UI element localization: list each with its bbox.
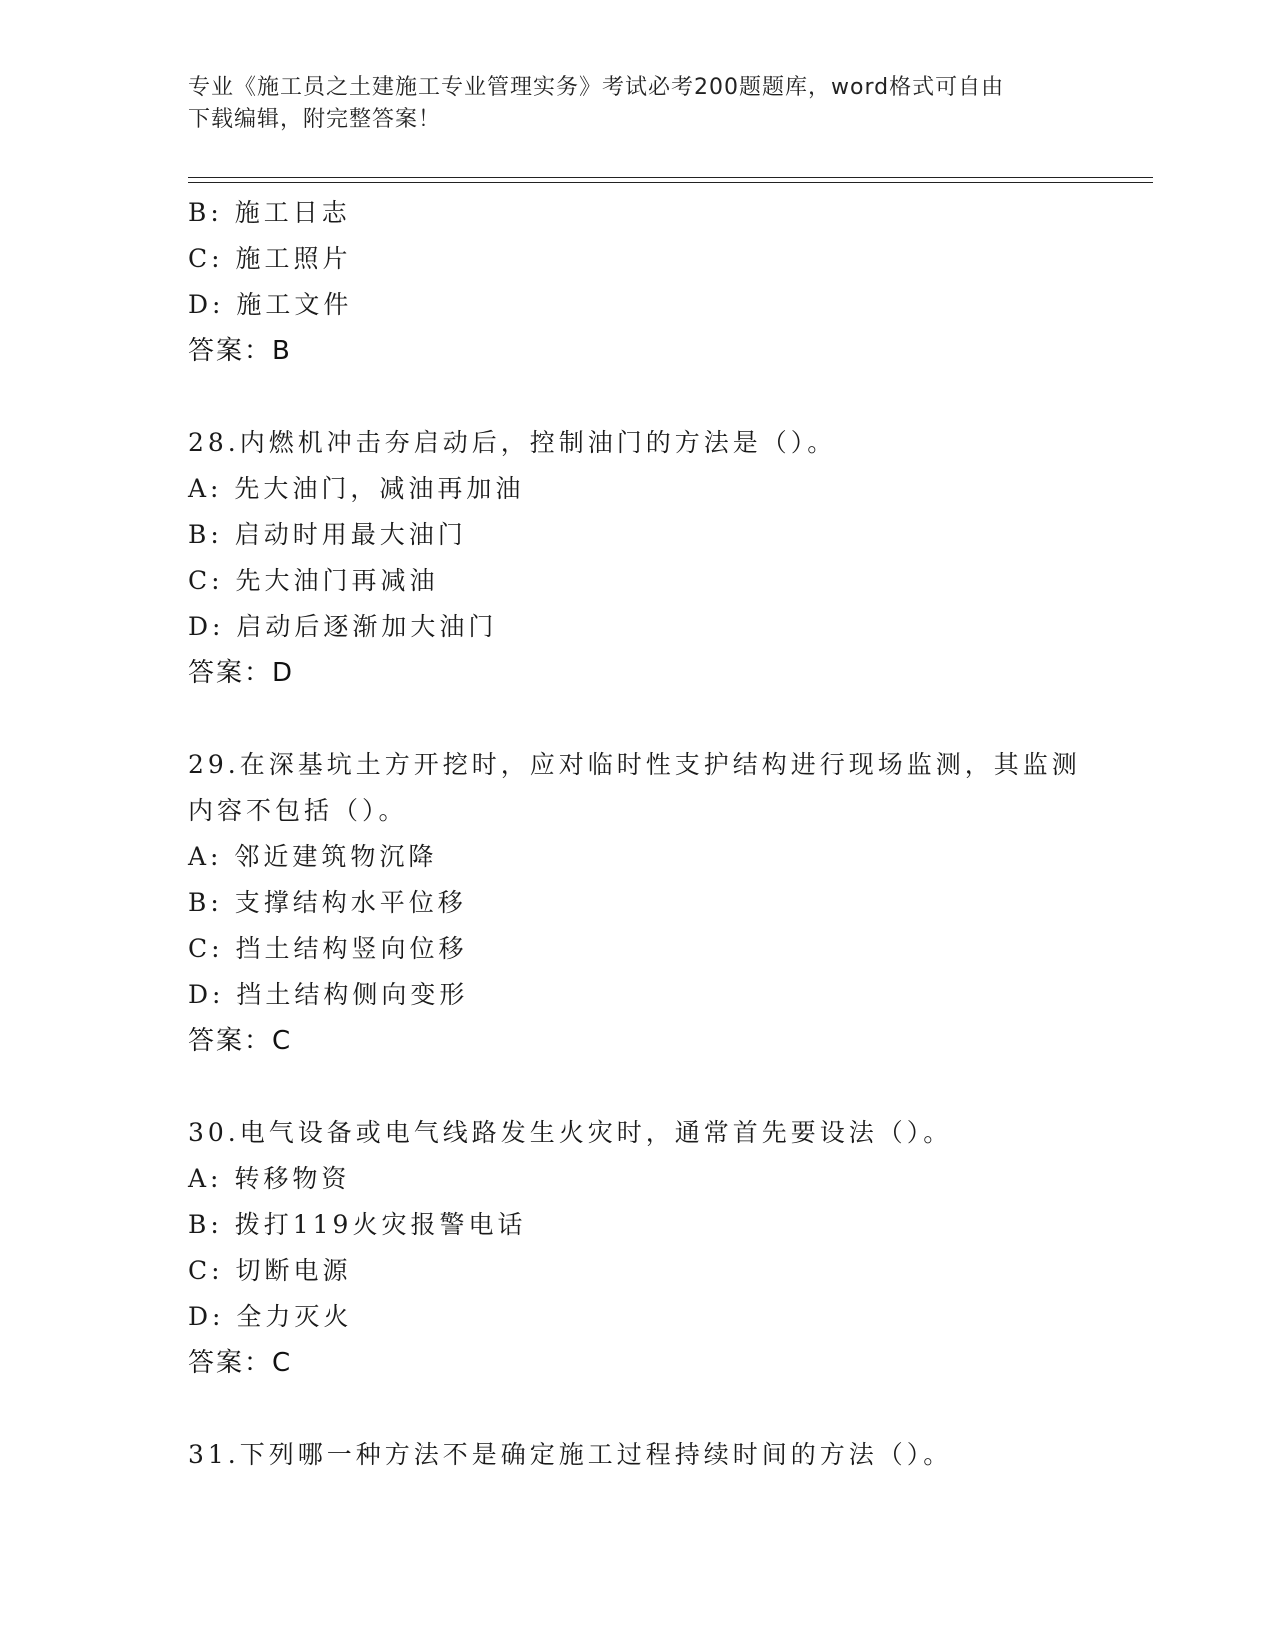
option-a: A: 邻近建筑物沉降: [188, 842, 438, 871]
option-c: C: 切断电源: [188, 1256, 352, 1285]
option-c: C: 先大油门再减油: [188, 566, 439, 595]
question-27-continued: [188, 190, 1088, 374]
question-title: 28.内燃机冲击夯启动后，控制油门的方法是（）。: [188, 428, 837, 457]
header-rule-bottom: [188, 182, 1153, 183]
question-30: [188, 1110, 1088, 1386]
question-31: [188, 1432, 1088, 1478]
option-d: D: 施工文件: [188, 290, 353, 319]
spacer: [188, 1064, 1088, 1110]
option-d: D: 全力灭火: [188, 1302, 353, 1331]
question-title-line-1: 29.在深基坑土方开挖时，应对临时性支护结构进行现场监测，其监测: [188, 750, 1081, 779]
question-title: 30.电气设备或电气线路发生火灾时，通常首先要设法（）。: [188, 1118, 953, 1147]
answer-line: 答案：C: [188, 1026, 293, 1056]
header-line-2: 下载编辑，附完整答案！: [188, 107, 442, 132]
question-28: [188, 420, 1088, 696]
option-d: D: 启动后逐渐加大油门: [188, 612, 498, 641]
option-b: B: 启动时用最大油门: [188, 520, 467, 549]
question-29: [188, 742, 1088, 1064]
answer-line: 答案：B: [188, 336, 292, 366]
spacer: [188, 374, 1088, 420]
question-title: 31.下列哪一种方法不是确定施工过程持续时间的方法（）。: [188, 1440, 953, 1469]
option-a: A: 先大油门，减油再加油: [188, 474, 525, 503]
option-b: B: 拨打119火灾报警电话: [188, 1210, 527, 1239]
option-b: B: 支撑结构水平位移: [188, 888, 467, 917]
spacer: [188, 696, 1088, 742]
option-c: C: 挡土结构竖向位移: [188, 934, 468, 963]
document-header: [188, 72, 1088, 136]
spacer: [188, 1386, 1088, 1432]
option-c: C: 施工照片: [188, 244, 352, 273]
header-rule-top: [188, 177, 1153, 178]
option-d: D: 挡土结构侧向变形: [188, 980, 469, 1009]
header-line-1: 专业《施工员之土建施工专业管理实务》考试必考200题题库，word格式可自由: [188, 75, 1005, 100]
answer-line: 答案：D: [188, 658, 295, 688]
option-b: B: 施工日志: [188, 198, 351, 227]
document-body: [188, 190, 1088, 1478]
answer-line: 答案：C: [188, 1348, 293, 1378]
question-title-line-2: 内容不包括（）。: [188, 796, 408, 825]
option-a: A: 转移物资: [188, 1164, 351, 1193]
